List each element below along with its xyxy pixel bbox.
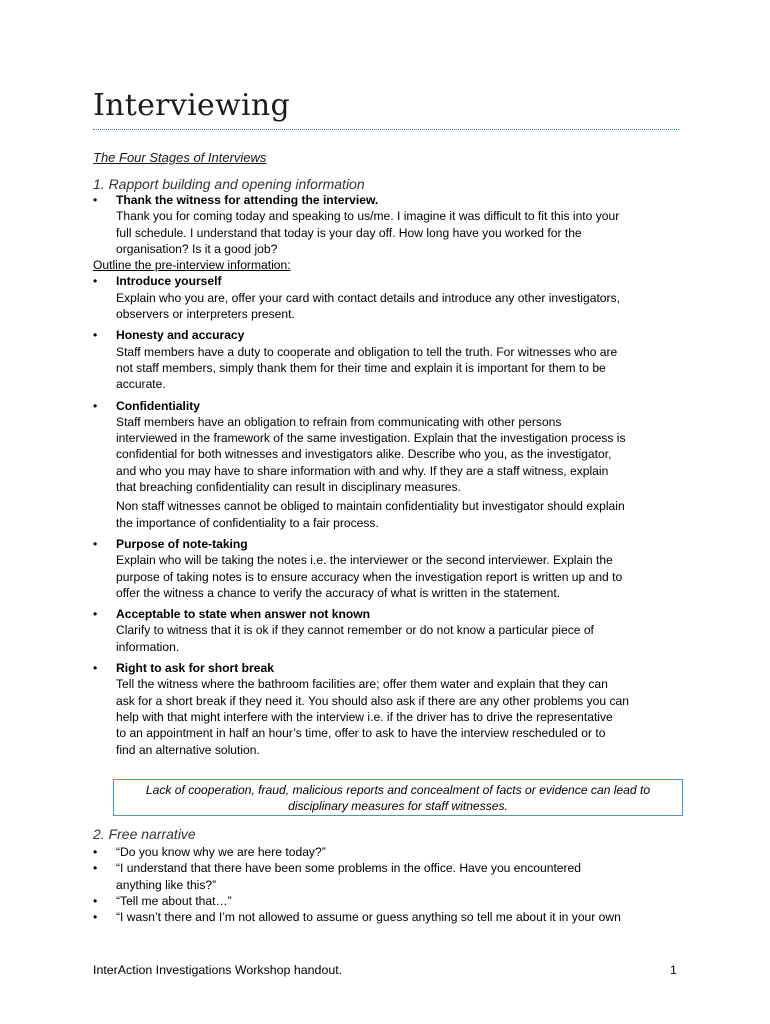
item-text: full schedule. I understand that today is your day off. How long have you worked for the <box>116 225 582 240</box>
outline-label: Outline the pre-interview information: <box>93 258 291 273</box>
title-divider <box>93 129 679 130</box>
bullet-icon: • <box>93 845 98 859</box>
list-item <box>93 844 678 860</box>
section-heading-rapport: 1. Rapport building and opening information <box>93 176 365 192</box>
bullet-icon: • <box>93 274 98 289</box>
bullet-icon: • <box>93 910 98 925</box>
item-text: organisation? Is it a good job? <box>116 241 278 256</box>
item-text: confidential for both witnesses and investigators alike. Describe who you, as the investigator, <box>116 447 612 462</box>
item-text: purpose of taking notes is to ensure accuracy when the investigation report is written up and to <box>116 569 623 584</box>
list-item <box>93 606 678 655</box>
list-item <box>93 273 678 322</box>
list-item <box>93 536 678 601</box>
item-text: observers or interpreters present. <box>116 307 295 322</box>
bullet-icon: • <box>93 661 98 676</box>
item-text: “I understand that there have been some problems in the office. Have you encountered <box>116 861 582 876</box>
bullet-icon: • <box>93 607 98 622</box>
list-item <box>93 660 678 758</box>
bullet-icon: • <box>93 893 98 908</box>
bullet-icon: • <box>93 536 98 551</box>
footer-text: InterAction Investigations Workshop handout. <box>93 963 343 977</box>
item-text: that breaching confidentiality can result in disciplinary measures. <box>116 480 461 495</box>
page-number: 1 <box>670 963 677 977</box>
list-item <box>93 893 678 909</box>
item-text: interviewed in the framework of the same investigation. Explain that the investigation process is <box>116 431 626 446</box>
bullet-icon: • <box>93 398 98 413</box>
item-text: Tell the witness where the bathroom facilities are; offer them water and explain that they can <box>116 677 608 692</box>
item-title: Thank the witness for attending the interview. <box>116 193 379 207</box>
section-free-narrative-body <box>93 844 678 925</box>
item-text: Clarify to witness that it is ok if they cannot remember or do not know a particular piece of <box>116 623 594 638</box>
section-heading-free-narrative: 2. Free narrative <box>93 826 196 842</box>
item-text: Explain who will be taking the notes i.e. the interviewer or the second interviewer. Explain the <box>116 553 613 568</box>
item-text: to an appointment in half an hour’s time, offer to ask to have the interview rescheduled or to <box>116 726 606 741</box>
bullet-icon: • <box>93 193 98 207</box>
item-title: Honesty and accuracy <box>116 328 245 343</box>
item-text: help with that might interfere with the interview i.e. if the driver has to drive the representative <box>116 709 613 724</box>
list-item <box>93 860 678 893</box>
bullet-icon: • <box>93 861 98 876</box>
item-title: Introduce yourself <box>116 274 222 289</box>
item-title: Purpose of note-taking <box>116 536 248 551</box>
item-title: Acceptable to state when answer not known <box>116 607 371 622</box>
list-item <box>93 192 678 257</box>
item-text: not staff members, simply thank them for their time and explain it is important for them to be <box>116 360 606 375</box>
notice-text: Lack of cooperation, fraud, malicious reports and concealment of facts or evidence can lead to <box>145 783 651 797</box>
document-subtitle: The Four Stages of Interviews <box>93 150 267 165</box>
list-item <box>93 398 678 531</box>
item-text: Thank you for coming today and speaking to us/me. I imagine it was difficult to fit this into your <box>116 209 620 224</box>
item-text: information. <box>116 639 180 654</box>
item-text: Staff members have an obligation to refrain from communicating with other persons <box>116 414 562 429</box>
list-item <box>93 909 678 925</box>
section-rapport-body <box>93 192 678 758</box>
bullet-icon: • <box>93 328 98 343</box>
item-text: accurate. <box>116 377 166 392</box>
item-text: the importance of confidentiality to a fair process. <box>116 515 379 530</box>
list-item <box>93 327 678 392</box>
item-text: “I wasn’t there and I’m not allowed to assume or guess anything so tell me about it in your own <box>116 910 621 925</box>
item-text: ask for a short break if they need it. You should also ask if there are any other problems you can <box>116 693 629 708</box>
page-title: Interviewing <box>93 88 291 123</box>
notice-text: disciplinary measures for staff witnesses. <box>288 799 508 814</box>
item-text: Staff members have a duty to cooperate and obligation to tell the truth. For witnesses who are <box>116 344 618 359</box>
item-text: find an alternative solution. <box>116 742 260 757</box>
item-text: anything like this?” <box>116 877 217 892</box>
item-text: Explain who you are, offer your card with contact details and introduce any other investigators, <box>116 290 620 305</box>
item-text: “Do you know why we are here today?” <box>116 845 326 859</box>
item-text: offer the witness a chance to verify the accuracy of what is written in the statement. <box>116 585 561 600</box>
item-text: “Tell me about that…” <box>116 893 232 908</box>
item-text: and who you may have to share information with and why. If they are a staff witness, explain <box>116 463 609 478</box>
item-title: Confidentiality <box>116 398 200 413</box>
item-title: Right to ask for short break <box>116 661 274 676</box>
notice-box <box>113 779 683 816</box>
item-text: Non staff witnesses cannot be obliged to maintain confidentiality but investigator should explain <box>116 499 625 514</box>
